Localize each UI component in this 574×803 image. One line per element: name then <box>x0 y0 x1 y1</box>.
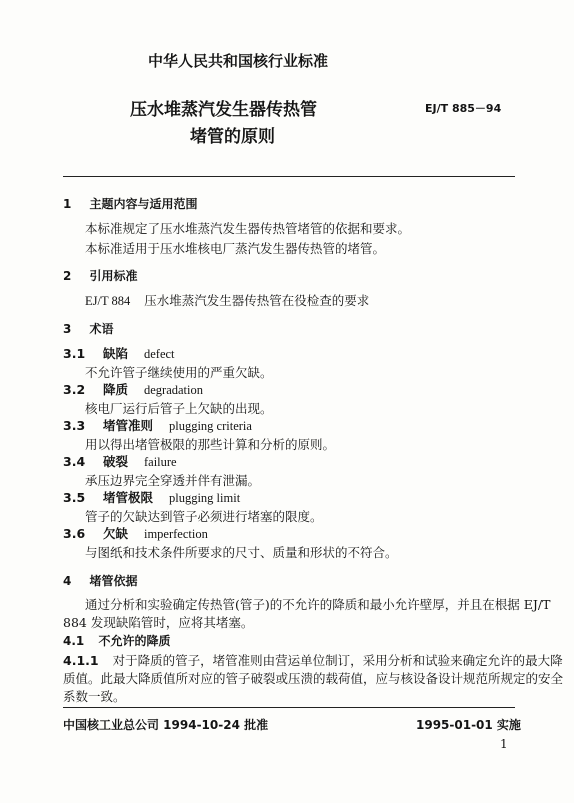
approval-line: 中国核工业总公司 1994-10-24 批准 <box>63 718 269 732</box>
doc-title-line1: 压水堆蒸汽发生器传热管 <box>130 100 317 120</box>
term-definition: 不允许管子继续使用的严重欠缺。 <box>85 365 273 380</box>
section-number: 3 <box>63 322 72 336</box>
term-english: plugging criteria <box>168 419 252 433</box>
paragraph-line <box>63 651 563 669</box>
standard-code: EJ/T 885－94 <box>425 102 502 115</box>
term-heading <box>63 380 203 398</box>
term-english: plugging limit <box>168 491 241 505</box>
term-definition: 管子的欠缺达到管子必须进行堵塞的限度。 <box>85 509 323 524</box>
term-number: 3.3 <box>63 418 86 433</box>
term-heading <box>63 524 208 542</box>
bottom-rule <box>63 707 515 708</box>
term-heading <box>63 452 177 470</box>
section-number: 4 <box>63 574 72 588</box>
paragraph-line: 质值。此最大降质值所对应的管子破裂或压溃的载荷值，应与核设备设计规范所规定的安全 <box>63 671 564 686</box>
effective-date: 1995-01-01 实施 <box>416 718 521 732</box>
term-chinese: 堵管极限 <box>102 490 153 505</box>
paragraph: 本标准规定了压水堆蒸汽发生器传热管堵管的依据和要求。 <box>85 221 411 236</box>
term-definition: 与图纸和技术条件所要求的尺寸、质量和形状的不符合。 <box>85 545 398 560</box>
reference-code: EJ/T 884 <box>85 294 131 308</box>
paragraph-text: 对于降质的管子，堵管准则由营运单位制订，采用分析和试验来确定允许的最大降 <box>112 653 563 668</box>
section-number: 1 <box>63 197 72 211</box>
term-number: 3.6 <box>63 526 86 541</box>
term-definition: 用以得出堵管极限的那些计算和分析的原则。 <box>85 437 336 452</box>
term-chinese: 堵管准则 <box>102 418 153 433</box>
section-1-heading <box>63 195 198 212</box>
term-english: imperfection <box>143 527 208 541</box>
paragraph-line: 通过分析和实验确定传热管(管子)的不允许的降质和最小允许壁厚，并且在根据 EJ/T <box>85 597 551 612</box>
term-number: 3.5 <box>63 490 86 505</box>
section-title: 引用标准 <box>89 269 138 283</box>
top-rule <box>63 176 515 177</box>
reference-title: 压水堆蒸汽发生器传热管在役检查的要求 <box>144 293 370 308</box>
section-title: 主题内容与适用范围 <box>89 197 198 211</box>
term-number: 3.4 <box>63 454 86 469</box>
term-chinese: 欠缺 <box>102 526 128 541</box>
section-title: 术语 <box>89 322 114 336</box>
section-title: 堵管依据 <box>89 574 138 588</box>
subsection-number: 4.1 <box>63 634 85 648</box>
issuing-org: 中华人民共和国核行业标准 <box>148 52 329 70</box>
term-heading <box>63 488 240 506</box>
term-number: 3.2 <box>63 382 86 397</box>
subsection-title: 不允许的降质 <box>98 634 171 648</box>
term-chinese: 破裂 <box>102 454 128 469</box>
page-number: 1 <box>500 737 508 751</box>
subsection-number: 4.1.1 <box>63 653 99 668</box>
section-number: 2 <box>63 269 72 283</box>
section-3-heading <box>63 320 114 337</box>
term-definition: 核电厂运行后管子上欠缺的出现。 <box>85 401 273 416</box>
section-4-heading <box>63 572 138 589</box>
term-definition: 承压边界完全穿透并伴有泄漏。 <box>85 473 261 488</box>
term-heading <box>63 344 175 362</box>
paragraph-line: 884 发现缺陷管时，应将其堵塞。 <box>63 615 254 630</box>
paragraph-line: 系数一致。 <box>63 689 126 704</box>
term-heading <box>63 416 252 434</box>
doc-title-line2: 堵管的原则 <box>190 127 275 147</box>
subsection-4-1-heading <box>63 632 170 649</box>
section-2-heading <box>63 267 138 284</box>
paragraph: 本标准适用于压水堆核电厂蒸汽发生器传热管的堵管。 <box>85 241 386 256</box>
term-english: failure <box>143 455 177 469</box>
term-number: 3.1 <box>63 346 86 361</box>
reference-entry <box>85 291 369 309</box>
term-chinese: 降质 <box>102 382 128 397</box>
term-chinese: 缺陷 <box>102 346 128 361</box>
term-english: defect <box>143 347 175 361</box>
term-english: degradation <box>143 383 203 397</box>
